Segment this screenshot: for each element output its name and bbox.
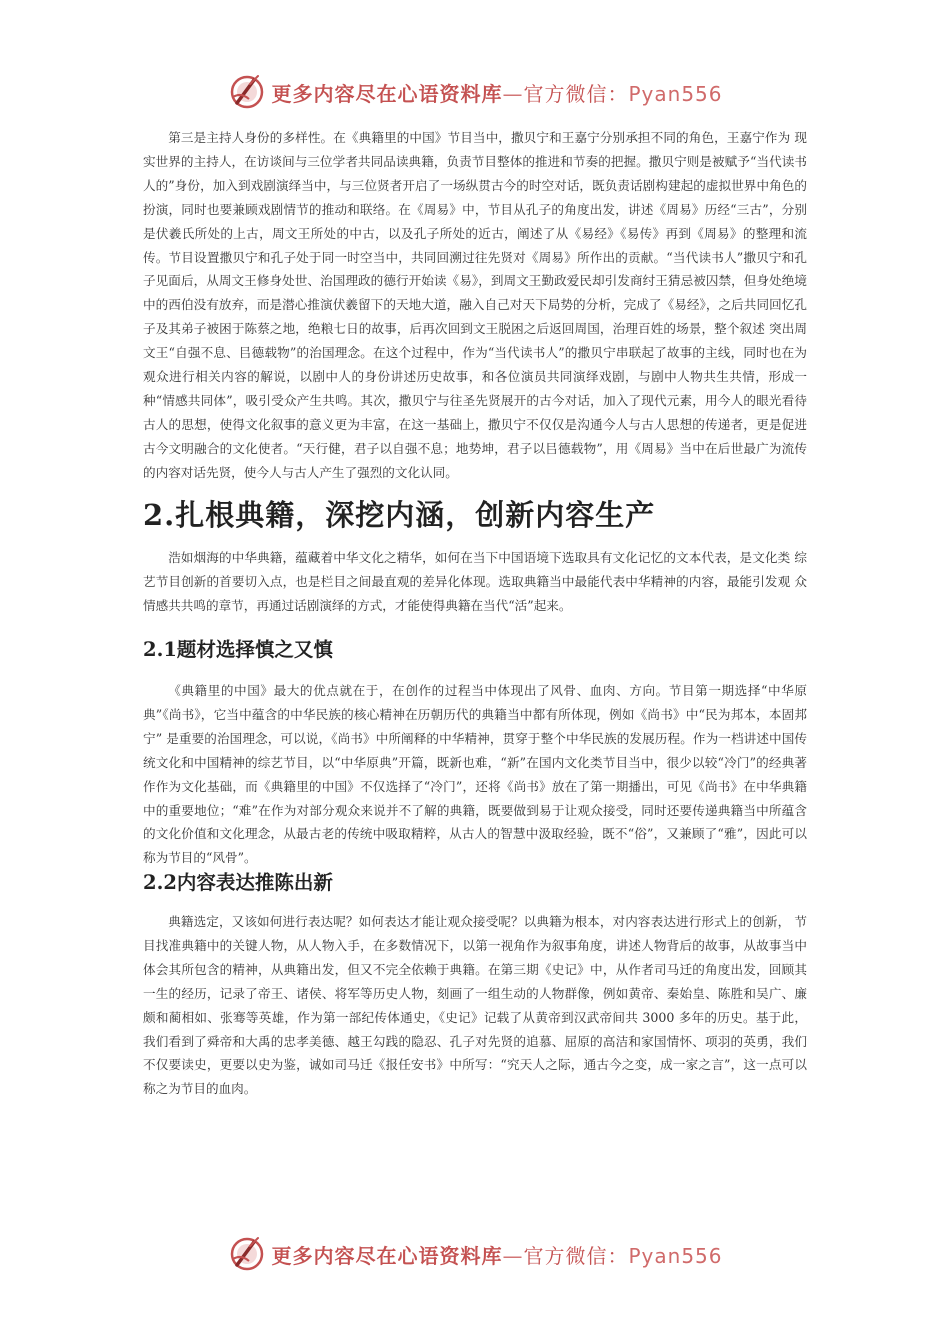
watermark-text: 更多内容尽在心语资料库—官方微信：Pyan556 — [271, 1243, 723, 1268]
subsection-heading-2-2 — [143, 867, 807, 895]
watermark-banner-top — [0, 70, 950, 114]
watermark-text: 更多内容尽在心语资料库—官方微信：Pyan556 — [271, 81, 723, 106]
body-paragraph: 典籍选定，又该如何进行表达呢？如何表达才能让观众接受呢？以典籍为根本，对内容表达进行形式上的创新， 节目找准典籍中的关键人物，从人物入手，在多数情况下，以第一视角作为叙事角度，讲述人物背后的故事，从故事当中体会其所包含的精神，从典籍出发，但又不完全依赖于典籍。在第三期《史记》中，从作者司马迁的角度出发，回顾其一生的经历，记录了帝王、诸侯、将军等历史人物，刻画了一组生动的人物群像，例如黄帝、秦始皇、陈胜和吴广、廉颇和蔺相如、张骞等英雄，作为第一部纪传体通史，《史记》记载了从黄帝到汉武帝间共 3000 多年的历史。基于此， 我们看到了舜帝和大禹的忠孝美德、越王勾践的隐忍、孔子对先贤的追慕、屈原的高洁和家国情怀、项羽的英勇，我们不仅要读史，更要以史为鉴，诚如司马迁《报任安书》中所写：“究天人之际，通古今之变，成一家之言”，这一点可以 称之为节目的血肉。 — [143, 914, 807, 1097]
paragraph-host-role — [143, 126, 807, 485]
logo-icon — [227, 72, 267, 112]
paragraph-topic-selection — [143, 679, 807, 870]
body-paragraph: 浩如烟海的中华典籍，蕴藏着中华文化之精华，如何在当下中国语境下选取具有文化记忆的文本代表，是文化类 综艺节目创新的首要切入点，也是栏目之间最直观的差异化体现。选取典籍当中最能代表中华精神的内容，最能引发观 众情感共共鸣的章节，再通过话剧演绎的方式，才能使得典籍在当代“活”起来。 — [143, 550, 807, 613]
paragraph-section-intro — [143, 546, 807, 618]
watermark-banner-bottom — [0, 1232, 950, 1276]
logo-icon — [227, 1234, 267, 1274]
section-title: 2.扎根典籍，深挖内涵，创新内容生产 — [143, 498, 656, 532]
subsection-heading-2-1 — [143, 634, 807, 662]
body-paragraph: 第三是主持人身份的多样性。在《典籍里的中国》节目当中，撒贝宁和王嘉宁分别承担不同的角色，王嘉宁作为 现实世界的主持人，在访谈间与三位学者共同品读典籍，负责节目整体的推进和节奏的把握。撒贝宁则是被赋予“当代读书人的”身份，加入到戏剧演绎当中，与三位贤者开启了一场纵贯古今的时空对话，既负责话剧构建起的虚拟世界中角色的扮演，同时也要兼顾戏剧情节的推动和联络。在《周易》中，节目从孔子的角度出发，讲述《周易》历经“三古”，分别是伏羲氏所处的上古，周文王所处的中古，以及孔子所处的近古，阐述了从《易经》《易传》再到《周易》的整理和流传。节目设置撒贝宁和孔子处于同一时空当中，共同回溯过往先贤对《周易》所作出的贡献。“当代读书人”撒贝宁和孔子见面后，从周文王修身处世、治国理政的德行开始读《易》，到周文王勤政爱民却引发商纣王猜忌被囚禁，但身处绝境中的西伯没有放弃，而是潜心推演伏羲留下的天地大道，融入自己对天下局势的分析，完成了《易经》，之后共同回忆孔子及其弟子被困于陈蔡之地，绝粮七日的故事，后再次回到文王脱困之后返回周国，治理百姓的场景，整个叙述 突出周文王“自强不息、㠯德载物”的治国理念。在这个过程中，作为“当代读书人”的撒贝宁串联起了故事的主线，同时也在为观众进行相关内容的解说，以剧中人的身份讲述历史故事，和各位演员共同演绎戏剧，与剧中人物共生共情，形成一种“情感共同体”，吸引受众产生共鸣。其次，撒贝宁与往圣先贤展开的古今对话，加入了现代元素，用今人的眼光看待古人的思想，使得文化叙事的意义更为丰富，在这一基础上，撒贝宁不仅仅是沟通今人与古人思想的传递者，更是促进古今文明融合的文化使者。“天行健，君子以自强不息；地势坤，君子以㠯德载物”，用《周易》当中在后世最广为流传的内容对话先贤，使今人与古人产生了强烈的文化认同。 — [143, 130, 807, 480]
paragraph-content-expression — [143, 910, 807, 1101]
subsection-title: 2.2内容表达推陈出新 — [143, 871, 333, 894]
subsection-title: 2.1题材选择慎之又慎 — [143, 638, 333, 661]
section-heading-2 — [143, 493, 807, 534]
body-paragraph: 《典籍里的中国》最大的优点就在于，在创作的过程当中体现出了风骨、血肉、方向。节目第一期选择“中华原典”《尚书》，它当中蕴含的中华民族的核心精神在历朝历代的典籍当中都有所体现，例如《尚书》中“民为邦本，本固邦宁” 是重要的治国理念，可以说，《尚书》中所阐释的中华精神，贯穿于整个中华民族的发展历程。作为一档讲述中国传统文化和中国精神的综艺节目，以“中华原典”开篇，既新也难，“新”在国内文化类节目当中，很少以较“冷门”的经典著作作为文化基础，而《典籍里的中国》不仅选择了“冷门”，还将《尚书》放在了第一期播出，可见《尚书》在中华典籍中的重要地位；“难”在作为对部分观众来说并不了解的典籍，既要做到易于让观众接受，同时还要传递典籍当中所蕴含的文化价值和文化理念，从最古老的传统中吸取精粹，从古人的智慧中汲取经验，既不“俗”，又兼顾了“雅”，因此可以称为节目的“风骨”。 — [143, 683, 807, 866]
